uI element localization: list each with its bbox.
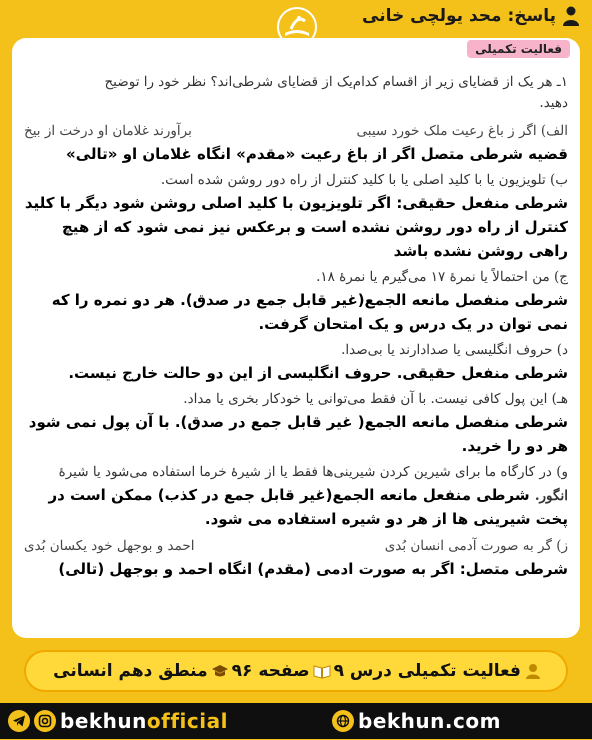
answer-ze: شرطی متصل: اگر به صورت ادمی (مقدم) انگاه احمد و بوجهل (تالی) — [58, 560, 568, 578]
question-he: هـ) این پول کافی نیست. با آن فقط می‌توانی یا خودکار بخری یا مداد. — [183, 391, 568, 407]
question-vav-cont: انگور. — [534, 488, 568, 504]
social-right[interactable] — [332, 709, 501, 733]
banner-subject: منطق دهم انسانی — [53, 661, 208, 681]
answer-label: پاسخ: محد یولچی خانی — [362, 6, 556, 26]
social-footer — [0, 703, 592, 739]
question-jim: ج) من احتمالاً یا نمرهٔ ۱۷ می‌گیرم یا نمرهٔ ۱۸. — [316, 269, 568, 285]
question-vav: و) در کارگاه ما برای شیرین کردن شیرینی‌ها فقط یا از شیرهٔ خرما استفاده می‌شود یا شیرهٔ — [58, 464, 568, 480]
answer-author — [362, 6, 580, 26]
question-intro-cont: دهید. — [539, 95, 568, 111]
student-icon — [524, 663, 542, 679]
globe-icon[interactable] — [332, 710, 354, 732]
content-body — [24, 72, 568, 585]
answer-be: شرطی منفعل حقیقی: اگر تلویزیون با کلید اصلی روشن شود دیگر با کلید کنترل از راه دور روشن نشده است و برعکس نیز نمی شود که از هیچ راهی روشن نشده باشد — [24, 194, 568, 260]
activity-badge: فعالیت تکمیلی — [467, 40, 570, 58]
content-panel — [12, 38, 580, 638]
answer-vav-text: شرطی منفعل مانعه الجمع(غیر قابل جمع در کذب) ممکن است در پخت شیرینی ها از هر دو شیره استفاده می شود. — [48, 486, 568, 528]
answer-jim: شرطی منفصل مانعه الجمع(غیر قابل جمع در صدق). هر دو نمره را که نمی توان در یک درس و یک امتحان گرفت. — [51, 291, 568, 333]
open-book-icon — [313, 663, 331, 679]
graduation-cap-icon — [211, 663, 229, 679]
answer-alef: قضیه شرطی متصل اگر از باغ رعیت «مقدم» انگاه غلامان او «تالی» — [66, 145, 568, 163]
answer-he: شرطی منفصل مانعه الجمع( غیر قابل جمع در صدق). با آن پول نمی شود هر دو را خرید. — [28, 413, 568, 455]
question-dal: د) حروف انگلیسی یا صدادارند یا بی‌صدا. — [341, 342, 568, 358]
instagram-icon[interactable] — [34, 710, 56, 732]
social-handle[interactable]: bekhunofficial — [60, 709, 228, 733]
question-intro: ۱ـ هر یک از قضایای زیر از اقسام کدام‌یک از قضایای شرطی‌اند؟ نظر خود را توضیح — [104, 74, 568, 90]
question-ze-left: احمد و بوجهل خود یکسان بُدی — [24, 538, 195, 554]
answer-dal: شرطی منفعل حقیقی. حروف انگلیسی از این دو حالت خارج نیست. — [68, 364, 568, 382]
top-bar — [0, 0, 592, 40]
banner-page: صفحه ۹۶ — [231, 661, 310, 681]
answer-vav — [24, 483, 568, 531]
question-ze — [24, 535, 568, 557]
lesson-banner — [24, 650, 568, 692]
question-alef — [24, 120, 568, 142]
question-be: ب) تلویزیون یا با کلید اصلی یا با کلید کنترل از راه دور روشن شده است. — [160, 172, 568, 188]
website-handle[interactable]: bekhun.com — [358, 709, 501, 733]
telegram-icon[interactable] — [8, 710, 30, 732]
question-ze-right: ز) گر به صورت آدمی انسان بُدی — [384, 538, 568, 554]
question-alef-right: الف) اگر ز باغ رعیت ملک خورد سیبی — [356, 123, 568, 139]
person-icon — [562, 6, 580, 26]
banner-activity: فعالیت تکمیلی درس ۹ — [333, 661, 521, 681]
question-alef-left: برآورند غلامان او درخت از بیخ — [24, 123, 192, 139]
social-left[interactable] — [8, 709, 228, 733]
